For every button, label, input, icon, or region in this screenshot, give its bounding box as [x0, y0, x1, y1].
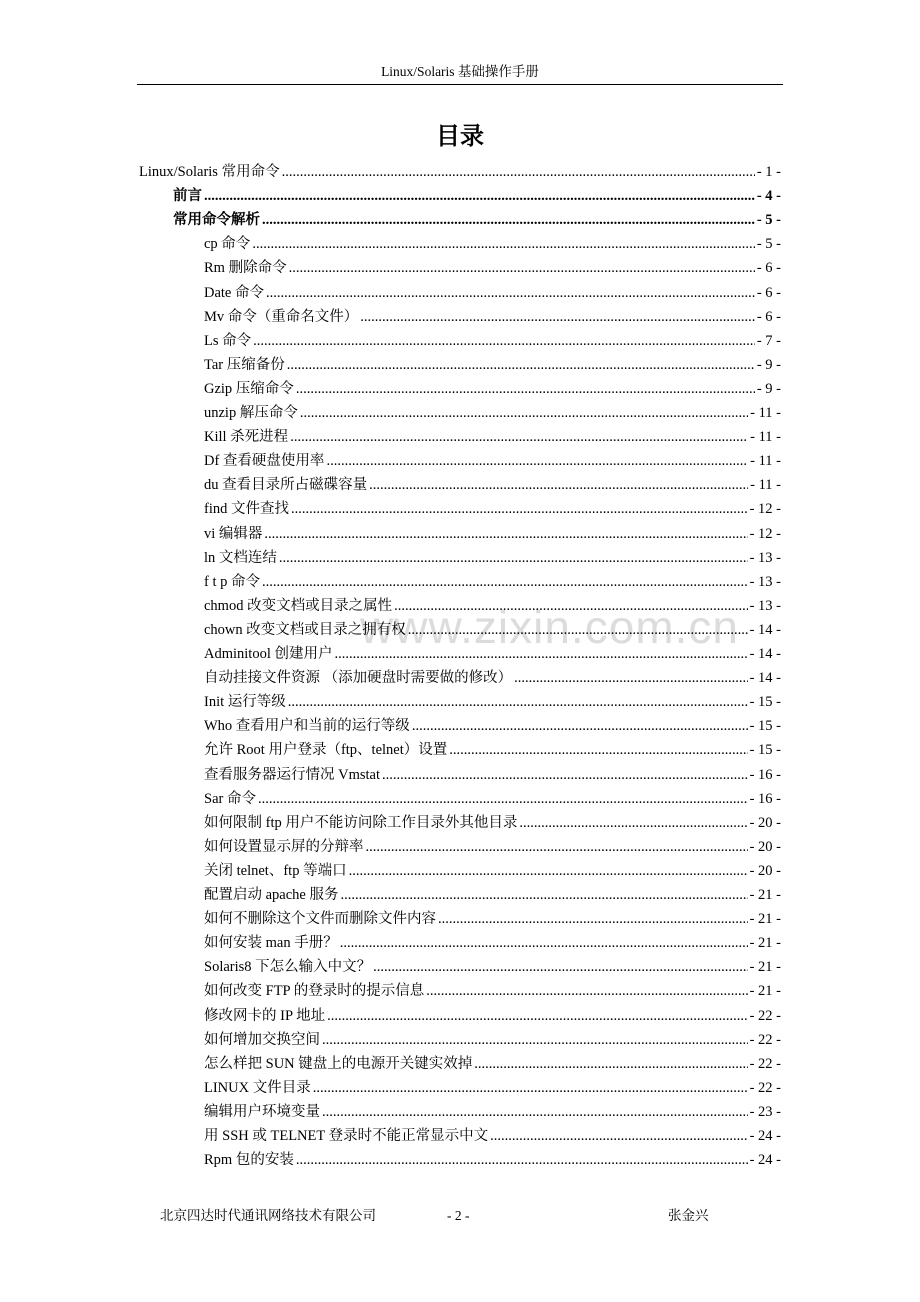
toc-entry-label: chmod 改变文档或目录之属性 — [204, 598, 393, 614]
toc-leader-dots — [519, 812, 747, 834]
page-title: 目录 — [436, 122, 484, 150]
toc-leader-dots — [341, 884, 748, 906]
toc-entry[interactable] — [204, 1125, 781, 1147]
toc-entry-label: 前言 — [173, 188, 202, 204]
toc-entry[interactable] — [204, 788, 781, 810]
toc-entry-page: - 21 - — [749, 935, 781, 951]
toc-entry-label: Mv 命令（重命名文件） — [204, 309, 359, 325]
toc-leader-dots — [296, 1149, 748, 1171]
toc-entry-page: - 15 - — [749, 718, 781, 734]
toc-entry-label: Kill 杀死进程 — [204, 429, 289, 445]
toc-entry-label: Who 查看用户和当前的运行等级 — [204, 718, 410, 734]
toc-entry-page: - 7 - — [756, 333, 781, 349]
toc-leader-dots — [349, 860, 748, 882]
toc-entry[interactable] — [204, 1077, 781, 1099]
toc-entry-label: Rpm 包的安装 — [204, 1152, 294, 1168]
toc-entry-label: Ls 命令 — [204, 333, 252, 349]
toc-entry[interactable] — [204, 1029, 781, 1051]
toc-entry[interactable] — [204, 474, 781, 496]
toc-leader-dots — [291, 498, 748, 520]
toc-entry-page: - 24 - — [749, 1128, 781, 1144]
toc-entry-page: - 22 - — [749, 1056, 781, 1072]
toc-entry[interactable] — [204, 1101, 781, 1123]
toc-entry-page: - 9 - — [756, 357, 781, 373]
toc-leader-dots — [449, 739, 747, 761]
toc-entry-page: - 13 - — [749, 574, 781, 590]
toc-entry[interactable] — [204, 330, 781, 352]
toc-entry[interactable] — [204, 667, 781, 689]
toc-entry[interactable] — [204, 426, 781, 448]
toc-entry-label: ln 文档连结 — [204, 550, 277, 566]
toc-entry-page: - 16 - — [749, 791, 781, 807]
toc-leader-dots — [326, 450, 748, 472]
toc-entry-page: - 21 - — [749, 887, 781, 903]
toc-entry-label: 用 SSH 或 TELNET 登录时不能正常显示中文 — [204, 1128, 489, 1144]
toc-leader-dots — [327, 1005, 747, 1027]
toc-entry[interactable] — [204, 498, 781, 520]
toc-entry-label: 常用命令解析 — [173, 212, 260, 228]
toc-entry-label: 自动挂接文件资源 （添加硬盘时需要做的修改） — [204, 670, 513, 686]
toc-entry-label: cp 命令 — [204, 236, 251, 252]
toc-leader-dots — [408, 619, 748, 641]
toc-entry-page: - 14 - — [749, 622, 781, 638]
toc-leader-dots — [287, 354, 755, 376]
toc-entry-page: - 6 - — [756, 285, 781, 301]
toc-entry[interactable] — [173, 209, 781, 231]
toc-entry-label: chown 改变文档或目录之拥有权 — [204, 622, 406, 638]
toc-entry[interactable] — [173, 185, 781, 207]
toc-entry[interactable] — [204, 836, 781, 858]
toc-leader-dots — [394, 595, 747, 617]
footer-company: 北京四达时代通讯网络技术有限公司 — [160, 1208, 376, 1223]
toc-entry-label: 如何增加交换空间 — [204, 1032, 320, 1048]
toc-entry[interactable] — [204, 860, 781, 882]
toc-leader-dots — [514, 667, 747, 689]
toc-leader-dots — [412, 715, 748, 737]
toc-entry-page: - 11 - — [750, 429, 781, 445]
toc-entry-page: - 22 - — [749, 1032, 781, 1048]
toc-entry-label: du 查看目录所占磁碟容量 — [204, 477, 368, 493]
toc-entry-page: - 20 - — [749, 815, 781, 831]
toc-entry[interactable] — [204, 1053, 781, 1075]
toc-entry-page: - 5 - — [756, 236, 781, 252]
toc-entry-label: 如何设置显示屏的分辩率 — [204, 839, 364, 855]
toc-leader-dots — [258, 788, 748, 810]
toc-entry-page: - 6 - — [756, 309, 781, 325]
toc-entry[interactable] — [139, 161, 781, 183]
toc-leader-dots — [382, 764, 748, 786]
toc-entry[interactable] — [204, 691, 781, 713]
toc-entry[interactable] — [204, 523, 781, 545]
toc-entry-label: Solaris8 下怎么输入中文？ — [204, 959, 372, 975]
toc-entry[interactable] — [204, 282, 781, 304]
toc-entry-page: - 21 - — [749, 959, 781, 975]
toc-entry[interactable] — [204, 1005, 781, 1027]
toc-entry[interactable] — [204, 595, 781, 617]
toc-entry[interactable] — [204, 233, 781, 255]
toc-leader-dots — [426, 980, 747, 1002]
toc-leader-dots — [300, 402, 748, 424]
toc-entry-label: Rm 删除命令 — [204, 260, 287, 276]
toc-entry-page: - 5 - — [756, 212, 781, 228]
toc-entry[interactable] — [204, 354, 781, 376]
toc-leader-dots — [313, 1077, 748, 1099]
toc-entry-label: Tar 压缩备份 — [204, 357, 285, 373]
toc-entry[interactable] — [204, 908, 781, 930]
toc-entry-label: Df 查看硬盘使用率 — [204, 453, 325, 469]
toc-entry-page: - 11 - — [750, 453, 781, 469]
toc-leader-dots — [322, 1029, 748, 1051]
toc-entry-label: find 文件查找 — [204, 501, 289, 517]
toc-entry-page: - 1 - — [756, 164, 781, 180]
watermark: www.zixin.com.cn — [360, 601, 739, 653]
toc-entry-label: 如何限制 ftp 用户不能访问除工作目录外其他目录 — [204, 815, 518, 831]
toc-entry-label: 查看服务器运行情况 Vmstat — [204, 767, 381, 783]
toc-entry-label: 配置启动 apache 服务 — [204, 887, 339, 903]
toc-leader-dots — [366, 836, 748, 858]
toc-entry-page: - 23 - — [749, 1104, 781, 1120]
toc-leader-dots — [262, 571, 748, 593]
toc-entry[interactable] — [204, 547, 781, 569]
toc-entry-page: - 12 - — [749, 526, 781, 542]
toc-entry-label: Gzip 压缩命令 — [204, 381, 294, 397]
toc-leader-dots — [204, 185, 755, 207]
toc-entry-page: - 14 - — [749, 646, 781, 662]
toc-entry-page: - 21 - — [749, 911, 781, 927]
toc-leader-dots — [335, 643, 748, 665]
toc-leader-dots — [279, 547, 748, 569]
toc-leader-dots — [264, 523, 747, 545]
toc-entry-page: - 21 - — [749, 983, 781, 999]
toc-entry-page: - 24 - — [749, 1152, 781, 1168]
toc-entry[interactable] — [204, 306, 781, 328]
toc-entry-label: 如何不删除这个文件而删除文件内容 — [204, 911, 436, 927]
toc-entry-page: - 15 - — [749, 742, 781, 758]
toc-entry[interactable] — [204, 932, 781, 954]
toc-entry-page: - 13 - — [749, 550, 781, 566]
toc-entry[interactable] — [204, 715, 781, 737]
toc-leader-dots — [252, 233, 755, 255]
toc-entry[interactable] — [204, 450, 781, 472]
toc-leader-dots — [360, 306, 755, 328]
toc-entry[interactable] — [204, 257, 781, 279]
toc-leader-dots — [490, 1125, 747, 1147]
toc-leader-dots — [266, 282, 755, 304]
toc-leader-dots — [474, 1053, 747, 1075]
toc-entry-page: - 16 - — [749, 767, 781, 783]
toc-entry-page: - 11 - — [750, 477, 781, 493]
toc-entry-page: - 20 - — [749, 863, 781, 879]
toc-entry[interactable] — [204, 764, 781, 786]
toc-leader-dots — [289, 257, 755, 279]
toc-entry-label: unzip 解压命令 — [204, 405, 298, 421]
toc-entry-label: 允许 Root 用户登录（ftp、telnet）设置 — [204, 742, 448, 758]
toc-entry-label: 修改网卡的 IP 地址 — [204, 1008, 326, 1024]
toc-entry-label: LINUX 文件目录 — [204, 1080, 311, 1096]
toc-entry-label: 如何改变 FTP 的登录时的提示信息 — [204, 983, 425, 999]
toc-entry[interactable] — [204, 643, 781, 665]
toc-entry[interactable] — [204, 571, 781, 593]
toc-leader-dots — [290, 426, 748, 448]
toc-entry[interactable] — [204, 1149, 781, 1171]
toc-leader-dots — [340, 932, 748, 954]
toc-leader-dots — [322, 1101, 748, 1123]
toc-entry-label: 编辑用户环境变量 — [204, 1104, 320, 1120]
toc-entry-page: - 20 - — [749, 839, 781, 855]
toc-entry-page: - 22 - — [749, 1080, 781, 1096]
toc-leader-dots — [288, 691, 748, 713]
toc-entry-page: - 13 - — [749, 598, 781, 614]
toc-entry[interactable] — [204, 980, 781, 1002]
footer-page-number: - 2 - — [447, 1208, 470, 1223]
toc-entry-page: - 15 - — [749, 694, 781, 710]
toc-entry[interactable] — [204, 884, 781, 906]
toc-entry-page: - 12 - — [749, 501, 781, 517]
toc-leader-dots — [438, 908, 748, 930]
toc-entry-label: Linux/Solaris 常用命令 — [139, 164, 280, 180]
toc-leader-dots — [253, 330, 755, 352]
footer-author: 张金兴 — [668, 1208, 709, 1223]
toc-entry-page: - 9 - — [756, 381, 781, 397]
toc-leader-dots — [282, 161, 755, 183]
page-header: Linux/Solaris 基础操作手册 — [137, 62, 783, 85]
toc-entry[interactable] — [204, 402, 781, 424]
toc-entry-label: 关闭 telnet、ftp 等端口 — [204, 863, 347, 879]
toc-entry[interactable] — [204, 812, 781, 834]
toc-entry-label: 如何安装 man 手册？ — [204, 935, 338, 951]
toc-entry-label: Sar 命令 — [204, 791, 256, 807]
toc-leader-dots — [296, 378, 755, 400]
toc-leader-dots — [373, 956, 747, 978]
toc-entry-page: - 22 - — [749, 1008, 781, 1024]
toc-entry[interactable] — [204, 378, 781, 400]
toc-entry-label: f t p 命令 — [204, 574, 260, 590]
toc-entry-label: 怎么样把 SUN 键盘上的电源开关键实效掉 — [204, 1056, 473, 1072]
toc-entry[interactable] — [204, 619, 781, 641]
toc-entry-page: - 6 - — [756, 260, 781, 276]
toc-entry-label: Init 运行等级 — [204, 694, 286, 710]
toc-entry[interactable] — [204, 739, 781, 761]
toc-entry-label: Adminitool 创建用户 — [204, 646, 333, 662]
toc-entry-label: vi 编辑器 — [204, 526, 263, 542]
toc-leader-dots — [262, 209, 755, 231]
toc-leader-dots — [369, 474, 748, 496]
toc-entry[interactable] — [204, 956, 781, 978]
toc-entry-page: - 4 - — [756, 188, 781, 204]
toc-entry-label: Date 命令 — [204, 285, 264, 301]
toc-entry-page: - 11 - — [750, 405, 781, 421]
page-footer — [0, 1206, 920, 1226]
toc-entry-page: - 14 - — [749, 670, 781, 686]
